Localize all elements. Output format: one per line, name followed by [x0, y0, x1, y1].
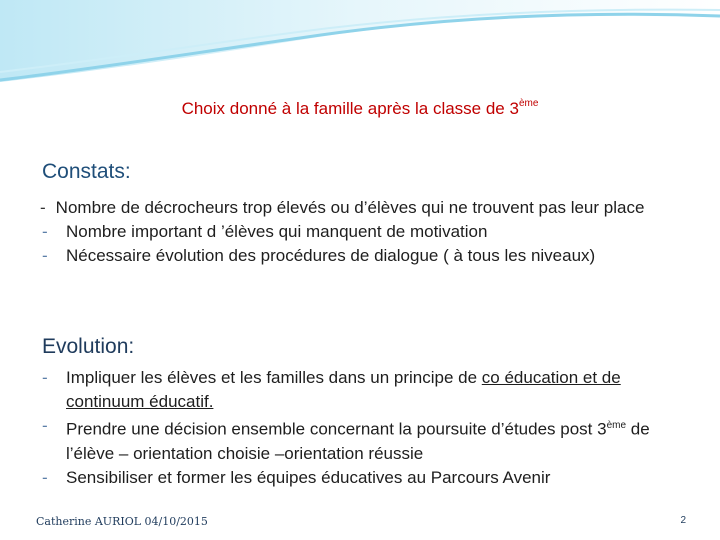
- header-wave-banner: [0, 0, 720, 90]
- list-item: - Nécessaire évolution des procédures de dialogue ( à tous les niveaux): [42, 246, 596, 265]
- list-item: - Nombre important d ’élèves qui manquent de motivation: [42, 222, 488, 241]
- underlined-phrase: co éducation et de continuum éducatif.: [66, 368, 621, 411]
- footer-author-date: Catherine AURIOL 04/10/2015: [36, 515, 208, 528]
- slide-title: Choix donné à la famille après la classe de 3ème: [181, 98, 539, 118]
- list-item: - Prendre une décision ensemble concernant la poursuite d’études post 3ème de l’élève – orientation choisie –orientation réussie: [42, 416, 650, 463]
- evolution-heading: Evolution:: [42, 335, 135, 358]
- constats-heading: Constats:: [42, 160, 131, 183]
- constats-list: [40, 196, 680, 268]
- list-item: - Sensibiliser et former les équipes éducatives au Parcours Avenir: [42, 467, 551, 487]
- list-item: - Impliquer les élèves et les familles dans un principe de co éducation et de continuum éducatif.: [42, 368, 621, 411]
- list-item: - Nombre de décrocheurs trop élevés ou d’élèves qui ne trouvent pas leur place: [40, 198, 645, 217]
- evolution-list: [40, 366, 680, 490]
- page-number: 2: [680, 515, 686, 526]
